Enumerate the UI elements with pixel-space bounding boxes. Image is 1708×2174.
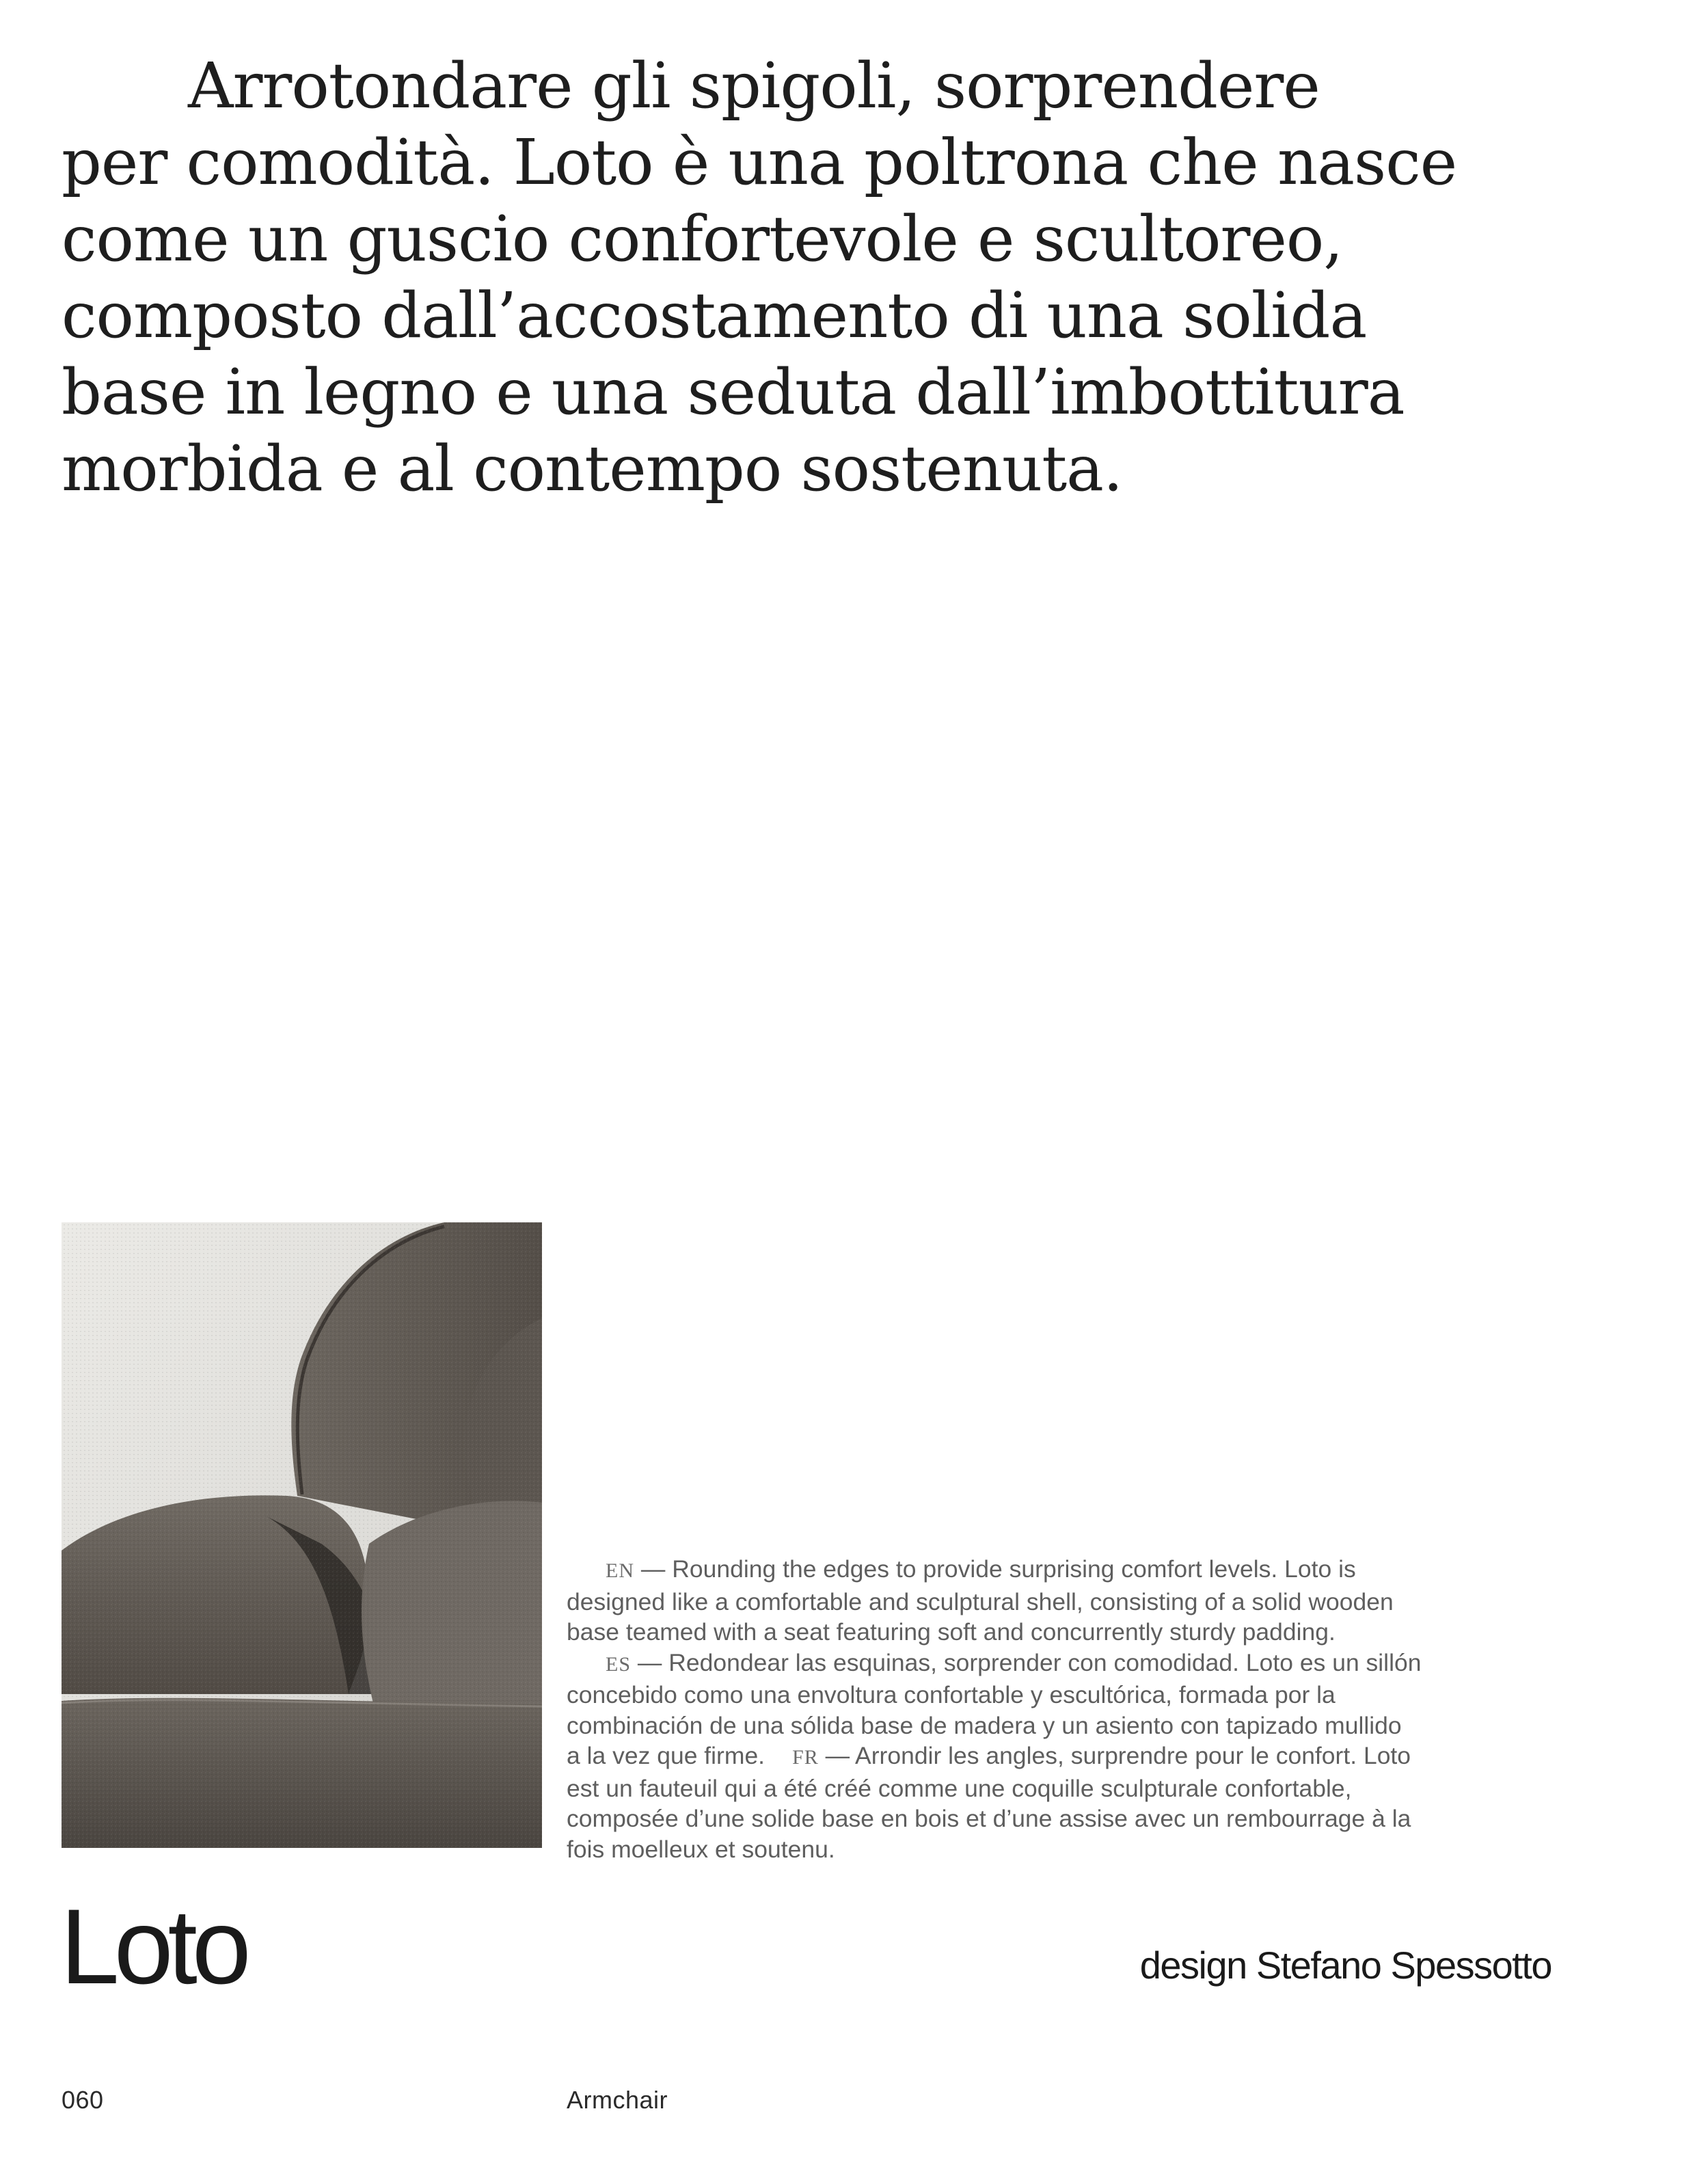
page-number: 060 [62,2086,104,2114]
translations-block [567,1554,1558,1864]
intro-line: Arrotondare gli spigoli, sorprendere [188,49,1320,122]
translation-line [567,1648,1558,1680]
armchair-photo [62,1222,542,1848]
product-name: Loto [60,1888,246,2007]
lang-label-fr: FR [792,1746,819,1769]
lang-label-en: EN [606,1559,634,1582]
intro-line: morbida e al contempo sostenuta. [62,432,1123,505]
translation-en-text: — Rounding the edges to provide surprising comfort levels. Loto is [640,1555,1356,1583]
intro-line: per comodità. Loto è una poltrona che nasce [62,126,1457,199]
designer-credit: design Stefano Spessotto [1139,1944,1551,1987]
translation-line: designed like a comfortable and sculptural shell, consisting of a solid wooden [567,1587,1394,1615]
lang-label-es: ES [606,1652,632,1676]
translation-es-text: a la vez que firme. [567,1742,765,1769]
translation-line: combinación de una sólida base de madera y un asiento con tapizado mullido [567,1711,1402,1739]
translation-line: est un fauteuil qui a été créé comme une coquille sculpturale confortable, [567,1774,1352,1802]
translation-line [567,1554,1558,1587]
translation-line: composée d’une solide base en bois et d’une assise avec un rembourrage à la [567,1805,1411,1832]
intro-line: base in legno e una seduta dall’imbottitura [62,355,1405,429]
translation-fr-text: — Arrondir les angles, surprendre pour le confort. Loto [825,1742,1411,1769]
intro-paragraph [62,48,1592,507]
translation-line: base teamed with a seat featuring soft and concurrently sturdy padding. [567,1618,1336,1646]
translation-line: concebido como una envoltura confortable y escultórica, formada por la [567,1681,1336,1708]
translation-line [567,1741,1558,1773]
intro-line: composto dall’accostamento di una solida [62,279,1367,352]
category-label: Armchair [567,2086,668,2114]
armchair-detail-image [62,1222,542,1848]
intro-line: come un guscio confortevole e scultoreo, [62,202,1343,276]
translation-es-text: — Redondear las esquinas, sorprender con comodidad. Loto es un sillón [637,1648,1422,1676]
translation-line: fois moelleux et soutenu. [567,1835,835,1863]
